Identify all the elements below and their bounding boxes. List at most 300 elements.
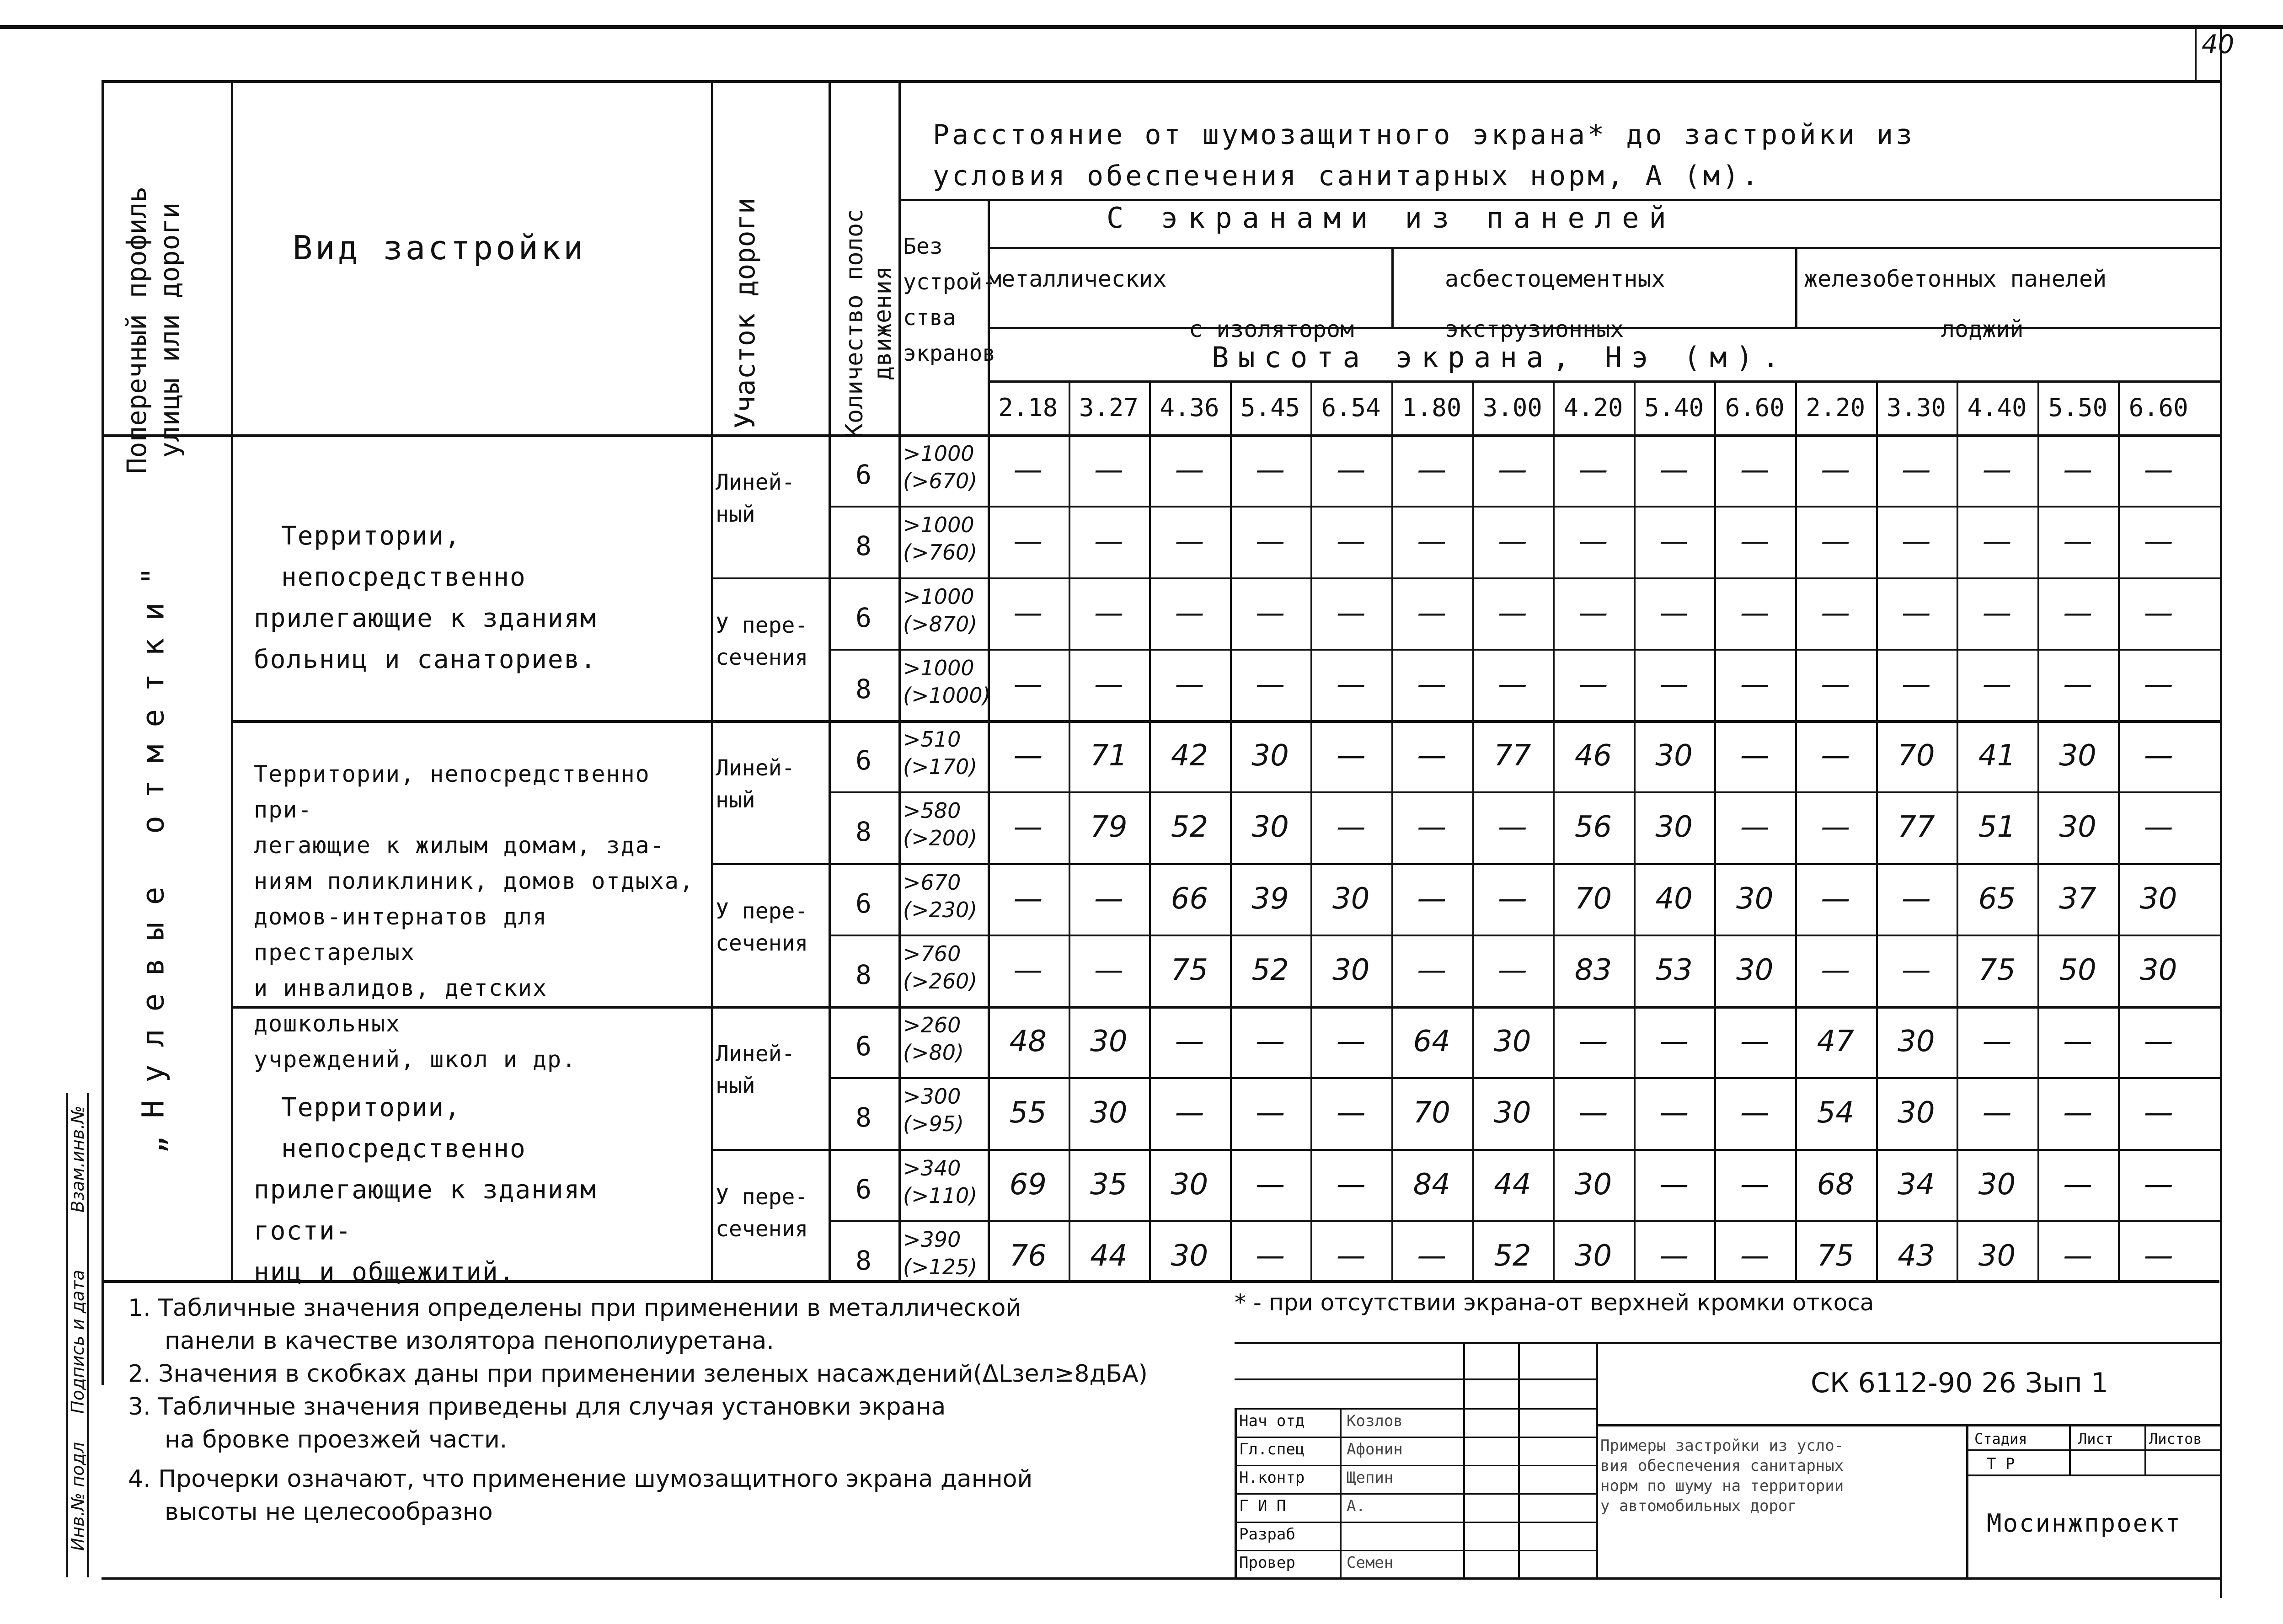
distance-value-cell: —	[1256, 1096, 1285, 1130]
road-section-label	[716, 466, 795, 530]
distance-value-cell: 77	[1898, 810, 1935, 844]
stamp-name: Семен	[1347, 1554, 1394, 1572]
distance-value-cell: —	[2144, 1025, 2173, 1059]
distance-value-cell: —	[1336, 1025, 1366, 1059]
distance-value-cell: —	[1578, 453, 1608, 487]
building-type-line: домов-интернатов для престарелых	[254, 903, 548, 966]
distance-value-cell: —	[1336, 596, 1366, 630]
height-header-cell: 1.80	[1402, 393, 1462, 422]
distance-value-cell: —	[1336, 453, 1366, 487]
distance-value-cell: —	[2063, 1096, 2093, 1130]
side-label-sign: Подпись и дата	[68, 1270, 88, 1414]
frame-left	[102, 80, 104, 1385]
height-header-cell: 6.54	[1321, 393, 1381, 422]
lanes-cell: 6	[855, 1173, 871, 1205]
distance-value-cell: —	[1336, 739, 1366, 773]
stamp-code: СК 6112-90 26 Зып 1	[1811, 1367, 2109, 1399]
distance-value-cell: 30	[1090, 1096, 1128, 1130]
building-type-line: легающие к жилым домам, зда-	[254, 832, 665, 859]
distance-value-cell: —	[1901, 667, 1931, 701]
stamp-org: Мосинжпроект	[1987, 1509, 2182, 1538]
header-lanes	[840, 163, 897, 483]
distance-value-cell: 50	[2059, 953, 2096, 987]
page-number-box-left	[2195, 27, 2197, 80]
distance-value-cell: —	[1982, 453, 2012, 487]
distance-value-cell: 30	[1574, 1239, 1612, 1273]
header-distance-title	[933, 114, 1915, 197]
distance-value-cell: —	[2063, 453, 2093, 487]
lanes-cell: 8	[855, 959, 871, 990]
distance-value-cell: 75	[1817, 1239, 1855, 1273]
grid-hline-h2	[988, 247, 2220, 249]
distance-value-cell: —	[2144, 596, 2173, 630]
distance-value-cell: 34	[1898, 1167, 1935, 1202]
distance-value-cell: —	[1175, 453, 1204, 487]
distance-value-cell: —	[1901, 453, 1931, 487]
distance-value-cell: —	[1740, 453, 1770, 487]
note-1-cont: панели в качестве изолятора пенополиуретана.	[165, 1327, 774, 1355]
distance-value-cell: —	[1336, 524, 1366, 559]
distance-value-cell: —	[1256, 667, 1285, 701]
without-screen-cell	[903, 654, 991, 709]
header-metal-line2: с изолятором	[1189, 316, 1354, 342]
stamp-stage-label: Стадия	[1974, 1430, 2027, 1448]
road-section-line: ный	[716, 787, 755, 813]
distance-value-cell: —	[1336, 1239, 1366, 1273]
lanes-cell: 8	[855, 1245, 871, 1276]
without-screen-cell	[903, 726, 977, 780]
stamp-role: Н.контр	[1239, 1469, 1305, 1487]
without-screen-line: (>230)	[903, 897, 978, 922]
without-screen-line: (>95)	[903, 1111, 964, 1137]
without-screen-cell	[903, 583, 977, 638]
distance-value-cell: —	[1417, 453, 1447, 487]
note-3: 3. Табличные значения приведены для случая установки экрана	[128, 1393, 946, 1421]
distance-value-cell: —	[1497, 953, 1527, 987]
stamp-role: Гл.спец	[1239, 1440, 1305, 1458]
stamp-role: Разраб	[1239, 1525, 1295, 1544]
distance-value-cell: —	[1094, 667, 1123, 701]
distance-value-cell: —	[1175, 1096, 1204, 1130]
distance-value-cell: 30	[1898, 1096, 1935, 1130]
distance-value-cell: 52	[1494, 1239, 1531, 1273]
note-3-cont: на бровке проезжей части.	[165, 1426, 508, 1453]
without-screen-line: (>110)	[903, 1183, 978, 1208]
distance-value-cell: —	[1417, 739, 1447, 773]
distance-value-cell: —	[1417, 810, 1447, 844]
distance-value-cell: —	[1497, 596, 1527, 630]
building-type-line: Территории, непосредственно	[281, 1092, 526, 1164]
stamp-line	[1235, 1578, 1596, 1580]
height-header-cell: 5.50	[2048, 393, 2108, 422]
without-screen-line: (>1000)	[903, 683, 991, 708]
frame-top	[102, 80, 2222, 83]
distance-value-cell: —	[2144, 739, 2173, 773]
building-type	[254, 756, 706, 1077]
stamp-line	[1235, 1437, 1596, 1438]
distance-value-cell: —	[1659, 1239, 1689, 1273]
distance-value-cell: —	[1982, 1025, 2012, 1059]
distance-value-cell: —	[1256, 1025, 1285, 1059]
lanes-cell: 6	[855, 887, 871, 919]
without-screen-cell	[903, 869, 977, 924]
road-section-line: Линей-	[716, 470, 795, 495]
without-screen-cell	[903, 1226, 977, 1281]
stamp-line	[1966, 1474, 2220, 1476]
distance-value-cell: —	[1013, 667, 1043, 701]
grid-vline-type	[231, 80, 233, 1280]
stamp-stage-value: Т Р	[1987, 1455, 2015, 1473]
distance-value-cell: —	[1578, 667, 1608, 701]
stamp-sheet-label: Лист	[2078, 1430, 2114, 1448]
building-type-line: и инвалидов, детских дошкольных	[254, 974, 548, 1037]
distance-value-cell: —	[1013, 739, 1043, 773]
distance-value-cell: 30	[1736, 953, 1774, 987]
distance-value-cell: 30	[1251, 739, 1289, 773]
distance-value-cell: 70	[1574, 881, 1612, 916]
distance-value-cell: —	[1175, 596, 1204, 630]
road-section-line: сечения	[716, 930, 808, 956]
height-header-cell: 3.30	[1886, 393, 1946, 422]
distance-value-cell: —	[1336, 810, 1366, 844]
distance-value-cell: —	[2144, 1167, 2173, 1202]
distance-value-cell: —	[1578, 1096, 1608, 1130]
profile-label: „Нулевые отметки"	[135, 549, 171, 1154]
lanes-cell: 8	[855, 673, 871, 705]
distance-value-cell: 83	[1574, 953, 1612, 987]
distance-value-cell: —	[1094, 453, 1123, 487]
stamp-line	[1235, 1550, 1596, 1551]
distance-value-cell: 30	[1574, 1167, 1612, 1202]
header-group-concrete	[1804, 254, 2107, 354]
distance-value-cell: —	[2063, 1167, 2093, 1202]
distance-value-cell: —	[1336, 1167, 1366, 1202]
distance-value-cell: —	[1094, 524, 1123, 559]
distance-value-cell: —	[1740, 1167, 1770, 1202]
distance-value-cell: —	[1256, 453, 1285, 487]
stamp-line	[1235, 1378, 1596, 1380]
distance-value-cell: —	[1175, 667, 1204, 701]
building-type-line: ниц и общежитий.	[254, 1257, 515, 1287]
header-concrete-line1: железобетонных панелей	[1804, 266, 2107, 292]
distance-value-cell: —	[1659, 1025, 1689, 1059]
stamp-name: Щепин	[1347, 1469, 1394, 1487]
building-type-line: Территории, непосредственно	[281, 521, 526, 592]
distance-value-cell: —	[1175, 1025, 1204, 1059]
without-screen-line: >670	[903, 870, 961, 895]
stamp-name: А.	[1347, 1497, 1365, 1515]
road-section-line: сечения	[716, 1216, 808, 1242]
distance-value-cell: 30	[1090, 1025, 1128, 1059]
header-distance-line2: условия обеспечения санитарных норм, А (м).	[933, 160, 1761, 192]
top-rule	[0, 25, 2283, 29]
distance-value-cell: —	[1901, 524, 1931, 559]
stamp-line	[1235, 1408, 1237, 1577]
distance-value-cell: 30	[1898, 1025, 1935, 1059]
distance-value-cell: —	[1013, 524, 1043, 559]
distance-value-cell: 40	[1655, 881, 1693, 916]
road-section-label	[716, 1181, 808, 1245]
distance-value-cell: —	[1821, 453, 1850, 487]
distance-value-cell: —	[1740, 810, 1770, 844]
distance-value-cell: —	[1982, 667, 2012, 701]
distance-value-cell: 51	[1978, 810, 2016, 844]
distance-value-cell: 53	[1655, 953, 1693, 987]
without-screen-line: (>125)	[903, 1254, 978, 1279]
distance-value-cell: —	[1821, 810, 1850, 844]
header-without-line2: устрой-	[903, 269, 996, 295]
stamp-line	[1340, 1408, 1342, 1577]
header-with-panels: С экранами из панелей	[1107, 201, 1676, 235]
without-screen-line: (>260)	[903, 968, 978, 994]
distance-value-cell: 30	[2139, 881, 2177, 916]
stamp-line	[2069, 1424, 2071, 1474]
stamp-line	[1235, 1342, 2220, 1344]
height-header-cell: 5.45	[1240, 393, 1300, 422]
header-road-section: Участок дороги	[729, 198, 761, 429]
without-screen-line: >260	[903, 1013, 961, 1037]
distance-value-cell: 30	[1736, 881, 1774, 916]
stamp-name: Афонин	[1347, 1440, 1403, 1458]
distance-value-cell: —	[1417, 1239, 1447, 1273]
without-screen-cell	[903, 1011, 964, 1066]
header-profile	[120, 152, 186, 508]
distance-value-cell: —	[2144, 1096, 2173, 1130]
lanes-cell: 6	[855, 1031, 871, 1062]
building-type-line: учреждений, школ и др.	[254, 1046, 577, 1073]
lanes-cell: 8	[855, 530, 871, 562]
distance-value-cell: —	[1901, 953, 1931, 987]
stamp-line	[1463, 1342, 1465, 1577]
grid-vline-without	[898, 80, 901, 1280]
without-screen-cell	[903, 1083, 964, 1138]
building-type	[254, 1087, 706, 1293]
frame-right	[2220, 25, 2222, 1598]
distance-value-cell: 70	[1898, 739, 1935, 773]
stamp-role: Нач отд	[1239, 1412, 1305, 1430]
distance-value-cell: 35	[1090, 1167, 1128, 1202]
grid-vline-group1	[1391, 247, 1394, 327]
stamp-line	[1235, 1465, 1596, 1466]
header-group-metal	[988, 254, 1354, 354]
distance-value-cell: 66	[1171, 881, 1208, 916]
distance-value-cell: —	[1821, 596, 1850, 630]
distance-value-cell: —	[2144, 810, 2173, 844]
header-profile-line1: Поперечный профиль	[121, 186, 152, 474]
distance-value-cell: —	[1497, 810, 1527, 844]
distance-value-cell: —	[2063, 1025, 2093, 1059]
distance-value-cell: —	[2144, 1239, 2173, 1273]
distance-value-cell: —	[1740, 1096, 1770, 1130]
header-lanes-line2: движения	[869, 266, 897, 381]
stamp-role: Г И П	[1239, 1497, 1286, 1515]
header-without-line1: Без	[903, 234, 943, 259]
note-1: 1. Табличные значения определены при применении в металлической	[128, 1294, 1021, 1322]
road-section-line: У пере-	[716, 612, 808, 638]
page-number: 40	[2202, 30, 2235, 59]
distance-value-cell: —	[1497, 881, 1527, 916]
height-header-cell: 4.20	[1563, 393, 1623, 422]
stamp-line	[1235, 1408, 1596, 1410]
distance-value-cell: —	[1982, 524, 2012, 559]
distance-value-cell: —	[1659, 453, 1689, 487]
without-screen-line: (>670)	[903, 469, 978, 493]
header-distance-line1: Расстояние от шумозащитного экрана* до застройки из	[933, 119, 1915, 151]
stamp-desc-2: вия обеспечения санитарных	[1600, 1457, 1844, 1475]
distance-value-cell: —	[1740, 1025, 1770, 1059]
distance-value-cell: 41	[1978, 739, 2016, 773]
header-lanes-line1: Количество полос	[841, 208, 868, 438]
road-section-label	[716, 752, 795, 816]
distance-value-cell: 71	[1090, 739, 1128, 773]
without-screen-line: (>80)	[903, 1040, 964, 1065]
distance-value-cell: —	[1013, 810, 1043, 844]
without-screen-line: >510	[903, 727, 961, 752]
distance-value-cell: 30	[1251, 810, 1289, 844]
distance-value-cell: —	[1013, 881, 1043, 916]
distance-value-cell: —	[1256, 1167, 1285, 1202]
stamp-line	[1966, 1424, 1968, 1577]
distance-value-cell: 68	[1817, 1167, 1855, 1202]
distance-value-cell: —	[1659, 596, 1689, 630]
distance-value-cell: —	[1982, 596, 2012, 630]
distance-value-cell: 30	[1655, 810, 1693, 844]
distance-value-cell: —	[2144, 524, 2173, 559]
header-concrete-line2: лоджий	[1941, 316, 2024, 342]
distance-value-cell: —	[1740, 1239, 1770, 1273]
without-screen-cell	[903, 440, 977, 495]
distance-value-cell: —	[1256, 524, 1285, 559]
road-section-label	[716, 1038, 795, 1102]
stamp-line	[1518, 1342, 1520, 1577]
distance-value-cell: 30	[2059, 810, 2096, 844]
distance-value-cell: 52	[1171, 810, 1208, 844]
distance-value-cell: —	[1497, 524, 1527, 559]
height-header-cell: 5.40	[1644, 393, 1704, 422]
distance-value-cell: —	[1497, 453, 1527, 487]
road-section-line: У пере-	[716, 898, 808, 924]
distance-value-cell: —	[1336, 1096, 1366, 1130]
distance-value-cell: —	[1578, 524, 1608, 559]
distance-value-cell: 76	[1009, 1239, 1047, 1273]
distance-value-cell: —	[2144, 667, 2173, 701]
without-screen-line: (>760)	[903, 540, 978, 565]
distance-value-cell: —	[1740, 596, 1770, 630]
distance-value-cell: —	[1901, 881, 1931, 916]
grid-vline-group2	[1795, 247, 1797, 327]
footnote: * - при отсутствии экрана-от верхней кромки откоса	[1235, 1289, 1874, 1316]
distance-value-cell: —	[1659, 1167, 1689, 1202]
header-asbestos-line1: асбестоцементных	[1445, 266, 1665, 292]
distance-value-cell: —	[1740, 524, 1770, 559]
distance-value-cell: 30	[1494, 1096, 1531, 1130]
stamp-role: Провер	[1239, 1554, 1295, 1572]
header-without-line4: экранов	[903, 341, 996, 366]
road-section-line: ный	[716, 1073, 755, 1099]
distance-value-cell: —	[2063, 1239, 2093, 1273]
height-header-cell: 3.27	[1079, 393, 1139, 422]
without-screen-line: >390	[903, 1227, 961, 1252]
side-label-replace: Взам.инв.№	[68, 1106, 88, 1213]
lanes-cell: 8	[855, 816, 871, 848]
without-screen-cell	[903, 511, 977, 566]
height-header-cell: 2.18	[998, 393, 1058, 422]
without-screen-line: >1000	[903, 655, 974, 680]
distance-value-cell: 30	[2139, 953, 2177, 987]
distance-value-cell: 30	[1494, 1025, 1531, 1059]
distance-value-cell: 30	[1171, 1239, 1208, 1273]
without-screen-cell	[903, 797, 977, 852]
stamp-line	[1596, 1424, 2220, 1426]
distance-value-cell: 47	[1817, 1025, 1855, 1059]
distance-value-cell: —	[1013, 453, 1043, 487]
building-type	[254, 516, 706, 680]
without-screen-cell	[903, 1154, 977, 1209]
distance-value-cell: 54	[1817, 1096, 1855, 1130]
stamp-line	[1235, 1493, 1596, 1495]
distance-value-cell: —	[1094, 596, 1123, 630]
height-header-cell: 6.60	[2128, 393, 2188, 422]
distance-value-cell: —	[1821, 667, 1850, 701]
lanes-cell: 6	[855, 745, 871, 776]
distance-value-cell: —	[1417, 596, 1447, 630]
distance-value-cell: —	[1094, 881, 1123, 916]
stamp-line	[1966, 1449, 2220, 1451]
without-screen-cell	[903, 940, 977, 995]
distance-value-cell: —	[1901, 596, 1931, 630]
distance-value-cell: —	[1740, 739, 1770, 773]
without-screen-line: >1000	[903, 513, 974, 538]
note-4-cont: высоты не целесообразно	[165, 1498, 493, 1526]
distance-value-cell: 52	[1251, 953, 1289, 987]
distance-value-cell: 77	[1494, 739, 1531, 773]
without-screen-line: >580	[903, 798, 961, 823]
distance-value-cell: —	[1578, 596, 1608, 630]
distance-value-cell: —	[1821, 953, 1850, 987]
distance-value-cell: —	[2063, 596, 2093, 630]
distance-value-cell: 42	[1171, 739, 1208, 773]
stamp-line	[1596, 1342, 1598, 1577]
distance-value-cell: 44	[1090, 1239, 1128, 1273]
distance-value-cell: 30	[2059, 739, 2096, 773]
header-metal-line1: металлических	[988, 266, 1167, 292]
distance-value-cell: 39	[1251, 881, 1289, 916]
distance-value-cell: 70	[1413, 1096, 1451, 1130]
stamp-desc-3: норм по шуму на территории	[1600, 1477, 1844, 1495]
without-screen-line: >1000	[903, 441, 974, 466]
stamp-description	[1600, 1436, 1844, 1516]
distance-value-cell: 65	[1978, 881, 2016, 916]
height-header-cell: 4.40	[1967, 393, 2027, 422]
distance-value-cell: 30	[1171, 1167, 1208, 1202]
distance-value-cell: 64	[1413, 1025, 1451, 1059]
stamp-line	[2144, 1424, 2146, 1474]
height-header-cell: 2.20	[1806, 393, 1866, 422]
building-type-line: ниям поликлиник, домов отдыха,	[254, 867, 695, 894]
without-screen-line: (>870)	[903, 611, 978, 636]
grid-vline-section	[711, 80, 713, 1280]
distance-value-cell: —	[2063, 667, 2093, 701]
side-label-inv: Инв.№ подл	[68, 1442, 88, 1551]
road-section-line: ный	[716, 502, 755, 527]
distance-value-cell: 69	[1009, 1167, 1047, 1202]
building-type-line: прилегающие к зданиям	[254, 603, 597, 633]
header-without-line3: ства	[903, 305, 956, 331]
header-asbestos-line2: экструзионных	[1445, 316, 1624, 342]
note-4: 4. Прочерки означают, что применение шумозащитного экрана данной	[128, 1465, 1033, 1493]
notes	[128, 1292, 1148, 1528]
distance-value-cell: —	[1821, 739, 1850, 773]
